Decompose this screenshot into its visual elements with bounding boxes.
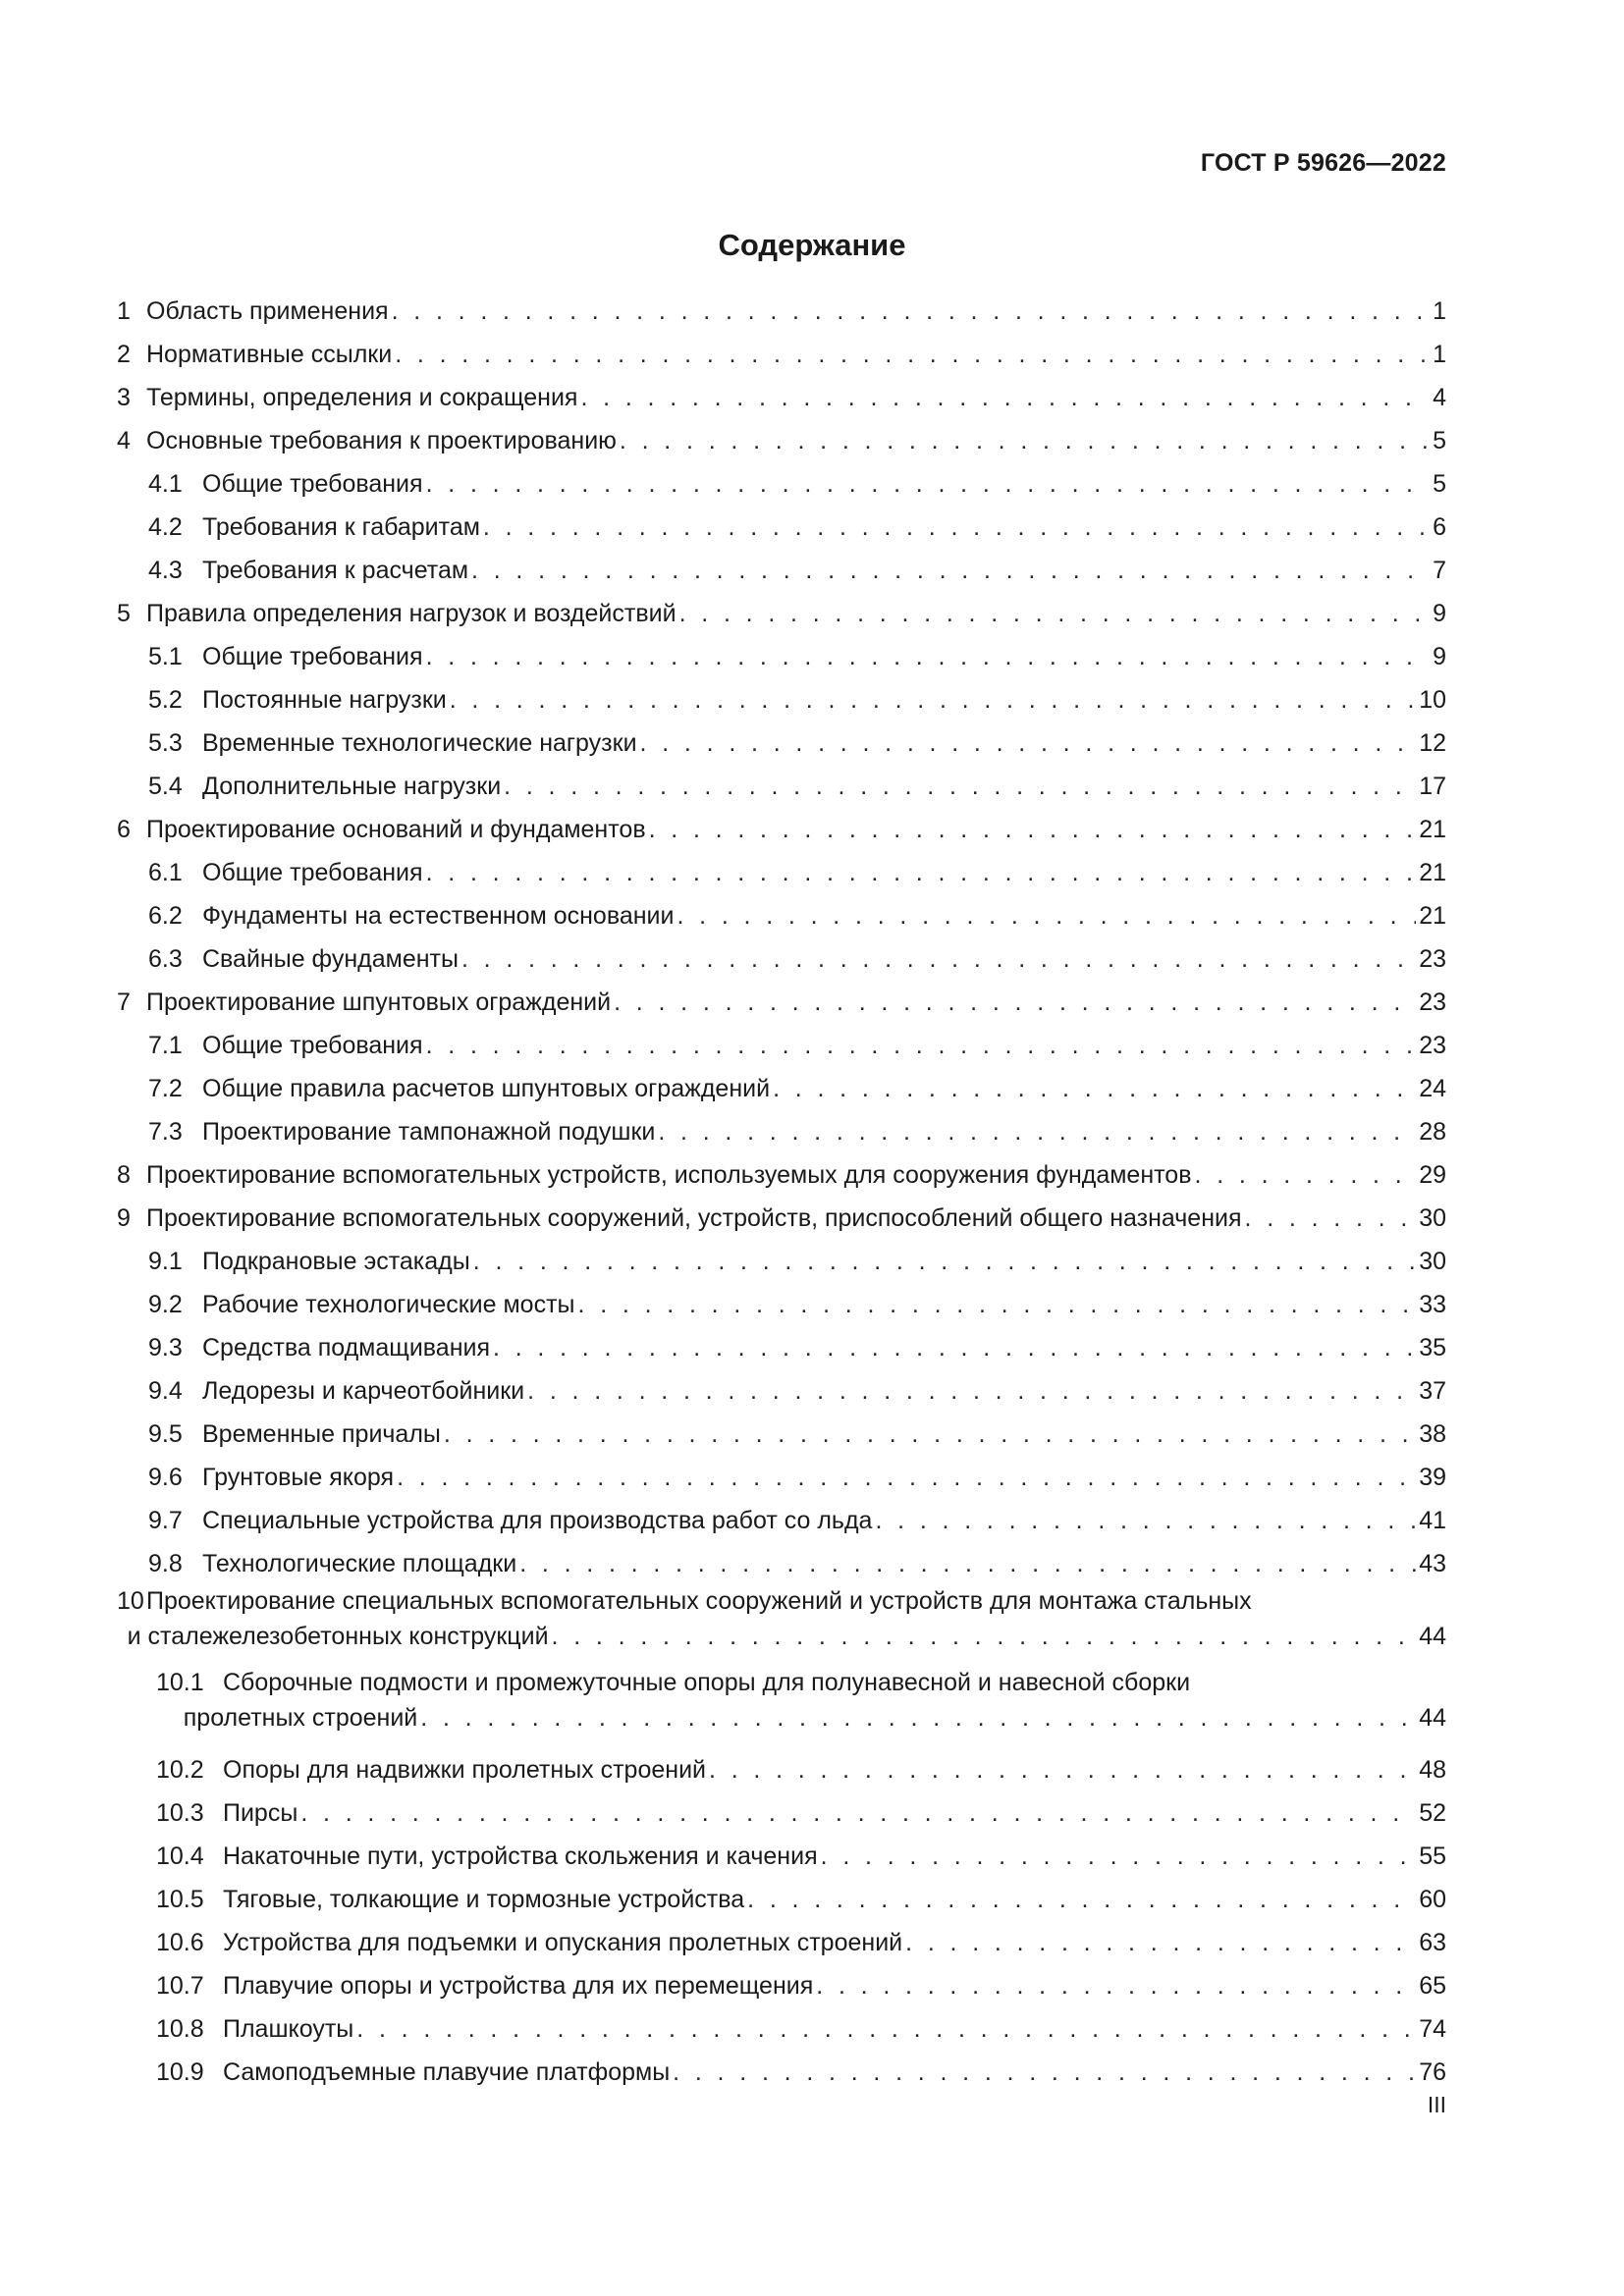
toc-entry-number: 4.2 <box>148 513 183 541</box>
toc-entry-number: 5.4 <box>148 773 183 800</box>
toc-entry-number: 10.3 <box>156 1799 204 1827</box>
toc-entry-title: Постоянные нагрузки <box>202 686 447 714</box>
dot-leader <box>395 333 1430 376</box>
toc-entry-number: 2 <box>117 341 131 368</box>
dot-leader <box>673 2051 1416 2094</box>
dot-leader <box>392 290 1431 333</box>
toc-entry-page: 21 <box>1419 859 1446 886</box>
toc-entry[interactable] <box>117 419 1446 462</box>
toc-entry-title: Правила определения нагрузок и воздействий <box>146 600 677 627</box>
toc-entry-title: Общие требования <box>202 1032 423 1059</box>
toc-entry-page: 63 <box>1419 1929 1446 1956</box>
toc-entry[interactable] <box>117 1878 1446 1921</box>
toc-entry-page: 60 <box>1419 1886 1446 1913</box>
toc-entry-page: 30 <box>1419 1248 1446 1275</box>
toc-entry-number: 9.2 <box>148 1291 183 1318</box>
toc-entry-title: Основные требования к проектированию <box>146 427 617 454</box>
dot-leader <box>426 462 1431 506</box>
toc-entry[interactable] <box>117 592 1446 635</box>
toc-entry-page: 33 <box>1419 1291 1446 1318</box>
dot-leader <box>444 1413 1416 1456</box>
toc-title: Содержание <box>718 228 906 262</box>
toc-entry-number: 9.1 <box>148 1248 183 1275</box>
toc-entry-title: Проектирование шпунтовых ограждений <box>146 988 612 1016</box>
toc-entry-number: 4 <box>117 427 131 454</box>
dot-leader <box>1245 1197 1417 1240</box>
toc-entry-title: Подкрановые эстакады <box>202 1248 470 1275</box>
toc-entry-page: 48 <box>1419 1756 1446 1784</box>
toc-entry-title: Ледорезы и карчеотбойники <box>202 1377 525 1405</box>
toc-entry[interactable] <box>117 765 1446 808</box>
toc-entry-page: 28 <box>1419 1118 1446 1146</box>
toc-entry-page: 44 <box>1419 1623 1446 1650</box>
toc-entry-title: Общие требования <box>202 643 423 670</box>
toc-entry-title: Плавучие опоры и устройства для их перемещения <box>223 1972 814 2000</box>
toc-entry[interactable] <box>117 1153 1446 1197</box>
dot-leader <box>356 2007 1416 2051</box>
toc-entry-number: 9.5 <box>148 1420 183 1448</box>
toc-entry-page: 24 <box>1419 1075 1446 1102</box>
dot-leader <box>580 376 1430 419</box>
toc-entry-title: Временные причалы <box>202 1420 441 1448</box>
toc-entry-title: Технологические площадки <box>202 1550 517 1577</box>
toc-entry-title: Термины, определения и сокращения <box>146 384 578 411</box>
toc-entry-page: 29 <box>1419 1161 1446 1189</box>
dot-leader <box>471 549 1430 592</box>
toc-entry-number: 5.3 <box>148 729 183 757</box>
toc-entry-title: Опоры для надвижки пролетных строений <box>223 1756 707 1784</box>
toc-entry-title: Нормативные ссылки <box>146 341 393 368</box>
toc-entry-title: Временные технологические нагрузки <box>202 729 637 757</box>
toc-entry[interactable] <box>117 549 1446 592</box>
toc-entry-number: 4.1 <box>148 470 183 498</box>
toc-entry-number: 7.2 <box>148 1075 183 1102</box>
toc-entry-page: 55 <box>1419 1842 1446 1870</box>
dot-leader <box>483 506 1430 549</box>
dot-leader <box>426 635 1431 678</box>
toc-entry-title-continued: и сталежелезобетонных конструкций <box>127 1623 549 1650</box>
toc-entry[interactable] <box>117 1964 1446 2007</box>
toc-entry-title: Пирсы <box>223 1799 298 1827</box>
toc-entry-page: 10 <box>1419 686 1446 714</box>
toc-section-10-entries <box>117 1748 1446 2094</box>
toc-entry[interactable] <box>117 2007 1446 2051</box>
toc-entry-title: Проектирование оснований и фундаментов <box>146 816 646 843</box>
toc-entry-title: Проектирование тампонажной подушки <box>202 1118 656 1146</box>
dot-leader <box>527 1369 1416 1413</box>
toc-entry[interactable] <box>117 1024 1446 1067</box>
toc-entry-page: 30 <box>1419 1204 1446 1232</box>
toc-entry-page: 21 <box>1419 902 1446 930</box>
toc-entry-page: 9 <box>1433 600 1446 627</box>
toc-entry-number: 6.1 <box>148 859 183 886</box>
toc-entry[interactable] <box>117 808 1446 851</box>
toc-entry-number: 10 <box>117 1587 144 1615</box>
dot-leader <box>461 937 1416 981</box>
toc-entry-number: 4.3 <box>148 557 183 584</box>
toc-entry-title: Дополнительные нагрузки <box>202 773 502 800</box>
toc-entry-title: Общие правила расчетов шпунтовых ограждений <box>202 1075 771 1102</box>
toc-entry-number: 9.4 <box>148 1377 183 1405</box>
toc-entry-number: 5 <box>117 600 131 627</box>
toc-entry-number: 6.3 <box>148 945 183 973</box>
dot-leader <box>679 592 1431 635</box>
toc-entry-number: 7.1 <box>148 1032 183 1059</box>
toc-entry-number: 10.9 <box>156 2058 204 2086</box>
toc-entry-page: 23 <box>1419 945 1446 973</box>
toc-entry-title: Грунтовые якоря <box>202 1464 395 1491</box>
toc-entry-title: Проектирование вспомогательных сооружений, устройств, приспособлений общего назначения <box>146 1204 1242 1232</box>
toc-entry-title: Проектирование вспомогательных устройств, используемых для сооружения фундаментов <box>146 1161 1192 1189</box>
toc-main-entries <box>117 290 1446 1585</box>
toc-entry-number: 8 <box>117 1161 131 1189</box>
toc-entry[interactable] <box>117 1067 1446 1110</box>
toc-entry-number: 5.2 <box>148 686 183 714</box>
toc-entry[interactable] <box>117 1748 1446 1791</box>
toc-entry-page: 12 <box>1419 729 1446 757</box>
toc-entry[interactable] <box>117 1369 1446 1413</box>
toc-entry-page: 52 <box>1419 1799 1446 1827</box>
toc-entry-title: Свайные фундаменты <box>202 945 459 973</box>
dot-leader <box>905 1921 1416 1964</box>
toc-entry-page: 6 <box>1433 513 1446 541</box>
toc-entry-title: Область применения <box>146 297 389 325</box>
toc-entry-title: Устройства для подъемки и опускания пролетных строений <box>223 1929 903 1956</box>
toc-entry-title: Сборочные подмости и промежуточные опоры для полунавесной и навесной сборки <box>223 1669 1191 1696</box>
dot-leader <box>614 981 1416 1024</box>
dot-leader <box>473 1240 1416 1283</box>
dot-leader <box>875 1499 1416 1542</box>
toc-entry[interactable] <box>117 1197 1446 1240</box>
toc-entry-page: 1 <box>1433 341 1446 368</box>
toc-entry-page: 35 <box>1419 1334 1446 1362</box>
toc-entry[interactable] <box>117 462 1446 506</box>
toc-entry[interactable] <box>117 851 1446 894</box>
dot-leader <box>821 1835 1417 1878</box>
toc-entry[interactable] <box>117 1110 1446 1153</box>
dot-leader <box>300 1791 1416 1835</box>
toc-entry[interactable] <box>117 506 1446 549</box>
toc-entry[interactable] <box>117 894 1446 937</box>
dot-leader <box>450 678 1416 721</box>
toc-entry-title: Плашкоуты <box>223 2015 354 2043</box>
toc-entry-title: Накаточные пути, устройства скольжения и качения <box>223 1842 818 1870</box>
toc-entry-page: 5 <box>1433 470 1446 498</box>
toc-entry-page: 4 <box>1433 384 1446 411</box>
dot-leader <box>658 1110 1416 1153</box>
toc-entry-number: 3 <box>117 384 131 411</box>
toc-entry[interactable] <box>117 1456 1446 1499</box>
toc-entry-title: Тяговые, толкающие и тормозные устройства <box>223 1886 745 1913</box>
toc-entry-10[interactable] <box>117 1583 1446 1662</box>
toc-entry[interactable] <box>117 1791 1446 1835</box>
document-id-header: ГОСТ Р 59626—2022 <box>1200 149 1446 177</box>
toc-entry[interactable] <box>117 1326 1446 1369</box>
toc-entry-page: 17 <box>1419 773 1446 800</box>
toc-entry-number: 10.8 <box>156 2015 204 2043</box>
toc-entry-page: 9 <box>1433 643 1446 670</box>
toc-entry-title: Требования к расчетам <box>202 557 469 584</box>
dot-leader <box>649 808 1417 851</box>
toc-entry-number: 10.5 <box>156 1886 204 1913</box>
toc-entry-page: 1 <box>1433 297 1446 325</box>
toc-entry-number: 10.4 <box>156 1842 204 1870</box>
dot-leader <box>426 851 1417 894</box>
toc-entry[interactable] <box>117 376 1446 419</box>
toc-entry[interactable] <box>117 635 1446 678</box>
toc-entry[interactable] <box>117 1835 1446 1878</box>
toc-entry[interactable] <box>117 290 1446 333</box>
dot-leader <box>397 1456 1416 1499</box>
toc-entry[interactable] <box>117 1542 1446 1585</box>
toc-entry-10-1[interactable] <box>117 1665 1446 1743</box>
page-number: III <box>1427 2092 1446 2117</box>
toc-entry-page: 39 <box>1419 1464 1446 1491</box>
toc-entry[interactable] <box>117 1499 1446 1542</box>
toc-entry-page: 76 <box>1419 2058 1446 2086</box>
dot-leader <box>747 1878 1416 1921</box>
toc-entry-title: Общие требования <box>202 470 423 498</box>
dot-leader <box>640 721 1417 765</box>
toc-entry-number: 9.6 <box>148 1464 183 1491</box>
dot-leader <box>620 419 1430 462</box>
toc-entry-number: 5.1 <box>148 643 183 670</box>
toc-entry-title: Самоподъемные плавучие платформы <box>223 2058 671 2086</box>
toc-entry-number: 10.7 <box>156 1972 204 2000</box>
toc-entry[interactable] <box>117 1240 1446 1283</box>
dot-leader <box>773 1067 1416 1110</box>
toc-entry-page: 5 <box>1433 427 1446 454</box>
dot-leader <box>519 1542 1416 1585</box>
toc-entry-number: 9.8 <box>148 1550 183 1577</box>
toc-entry-page: 43 <box>1419 1550 1446 1577</box>
toc-entry-number: 6.2 <box>148 902 183 930</box>
toc-entry-page: 21 <box>1419 816 1446 843</box>
dot-leader <box>504 765 1416 808</box>
toc-entry-number: 1 <box>117 297 131 325</box>
toc-entry[interactable] <box>117 678 1446 721</box>
toc-entry[interactable] <box>117 721 1446 765</box>
toc-entry[interactable] <box>117 333 1446 376</box>
toc-entry-title: Средства подмащивания <box>202 1334 491 1362</box>
toc-entry[interactable] <box>117 1413 1446 1456</box>
toc-entry-page: 65 <box>1419 1972 1446 2000</box>
table-of-contents <box>117 290 1446 2094</box>
dot-leader <box>493 1326 1416 1369</box>
toc-entry-number: 9.3 <box>148 1334 183 1362</box>
dot-leader <box>420 1700 1416 1735</box>
toc-entry[interactable] <box>117 937 1446 981</box>
toc-entry-number: 7 <box>117 988 131 1016</box>
toc-entry[interactable] <box>117 981 1446 1024</box>
toc-entry-title: Проектирование специальных вспомогательных сооружений и устройств для монтажа стальных <box>146 1587 1252 1615</box>
toc-entry-number: 9 <box>117 1204 131 1232</box>
toc-entry[interactable] <box>117 1283 1446 1326</box>
toc-entry-title: Фундаменты на естественном основании <box>202 902 675 930</box>
toc-entry-number: 10.6 <box>156 1929 204 1956</box>
toc-entry-page: 74 <box>1419 2015 1446 2043</box>
toc-entry-title: Специальные устройства для производства работ со льда <box>202 1507 873 1534</box>
toc-entry-page: 23 <box>1419 988 1446 1016</box>
toc-entry-number: 6 <box>117 816 131 843</box>
toc-entry-number: 10.2 <box>156 1756 204 1784</box>
dot-leader <box>816 1964 1416 2007</box>
dot-leader <box>1195 1153 1417 1197</box>
dot-leader <box>426 1024 1417 1067</box>
toc-entry-title: Рабочие технологические мосты <box>202 1291 575 1318</box>
dot-leader <box>552 1619 1417 1654</box>
toc-entry-page: 44 <box>1419 1704 1446 1732</box>
toc-entry-page: 23 <box>1419 1032 1446 1059</box>
toc-entry-page: 38 <box>1419 1420 1446 1448</box>
toc-entry-page: 37 <box>1419 1377 1446 1405</box>
toc-entry-number: 10.1 <box>156 1669 204 1696</box>
toc-entry-number: 9.7 <box>148 1507 183 1534</box>
dot-leader <box>578 1283 1417 1326</box>
toc-entry-title: Требования к габаритам <box>202 513 480 541</box>
toc-entry-title: Общие требования <box>202 859 423 886</box>
toc-entry-page: 7 <box>1433 557 1446 584</box>
toc-entry-title-continued: пролетных строений <box>183 1704 418 1732</box>
toc-entry[interactable] <box>117 1921 1446 1964</box>
dot-leader <box>677 894 1416 937</box>
dot-leader <box>709 1748 1416 1791</box>
toc-entry-number: 7.3 <box>148 1118 183 1146</box>
toc-entry[interactable] <box>117 2051 1446 2094</box>
toc-entry-page: 41 <box>1419 1507 1446 1534</box>
